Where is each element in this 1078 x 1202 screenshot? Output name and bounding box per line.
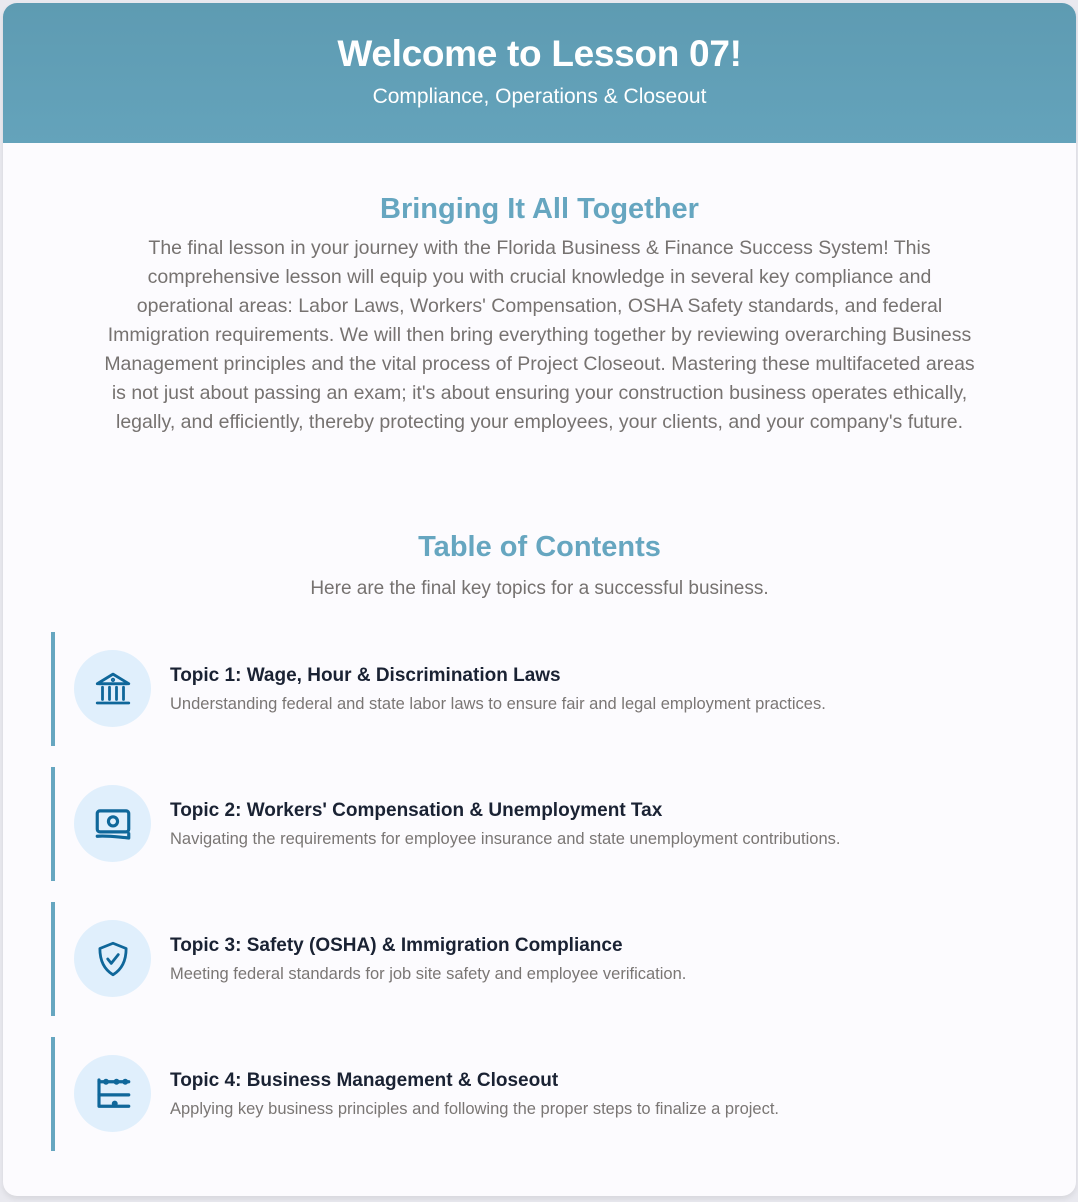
topic-item-4[interactable] (51, 1037, 1011, 1151)
table-of-contents (3, 531, 1076, 600)
topic-item-2[interactable] (51, 767, 1011, 881)
topic-title: Topic 1: Wage, Hour & Discrimination Laws (170, 665, 561, 686)
topic-title: Topic 3: Safety (OSHA) & Immigration Compliance (170, 935, 623, 956)
topic-description: Navigating the requirements for employee insurance and state unemployment contributions. (170, 830, 841, 848)
topic-title: Topic 2: Workers' Compensation & Unemployment Tax (170, 800, 663, 821)
topic-description: Applying key business principles and following the proper steps to finalize a project. (170, 1100, 780, 1118)
topic-list (51, 632, 1011, 1172)
shield-check-icon (74, 920, 151, 997)
toc-lead: Here are the final key topics for a successful business. (310, 578, 769, 599)
intro-heading: Bringing It All Together (380, 193, 699, 225)
money-bill-icon (74, 785, 151, 862)
toc-heading: Table of Contents (418, 531, 661, 563)
lesson-header (3, 3, 1076, 143)
timeline-chart-icon (74, 1055, 151, 1132)
topic-item-1[interactable] (51, 632, 1011, 746)
lesson-title: Welcome to Lesson 07! (337, 33, 742, 74)
lesson-card (3, 3, 1076, 1196)
topic-description: Meeting federal standards for job site safety and employee verification. (170, 965, 687, 983)
bank-building-icon (74, 650, 151, 727)
intro-body: The final lesson in your journey with the Florida Business & Finance Success System! This comprehensive lesson will equip you with crucial knowledge in several key compliance and operational areas: Labor Laws, Workers' Compensation, OSHA Safety standards, and federal Immigration requirements. We will then bring everything together by reviewing overarching Business Management principles and the vital process of Project Closeout. Mastering these multifaceted areas is not just about passing an exam; it's about ensuring your construction business operates ethically, legally, and efficiently, thereby protecting your employees, your clients, and your company's future. (104, 237, 975, 433)
topic-item-3[interactable] (51, 902, 1011, 1016)
topic-title: Topic 4: Business Management & Closeout (170, 1070, 559, 1091)
topic-description: Understanding federal and state labor laws to ensure fair and legal employment practices. (170, 695, 826, 713)
lesson-subtitle: Compliance, Operations & Closeout (372, 85, 707, 108)
intro-section (3, 193, 1076, 437)
